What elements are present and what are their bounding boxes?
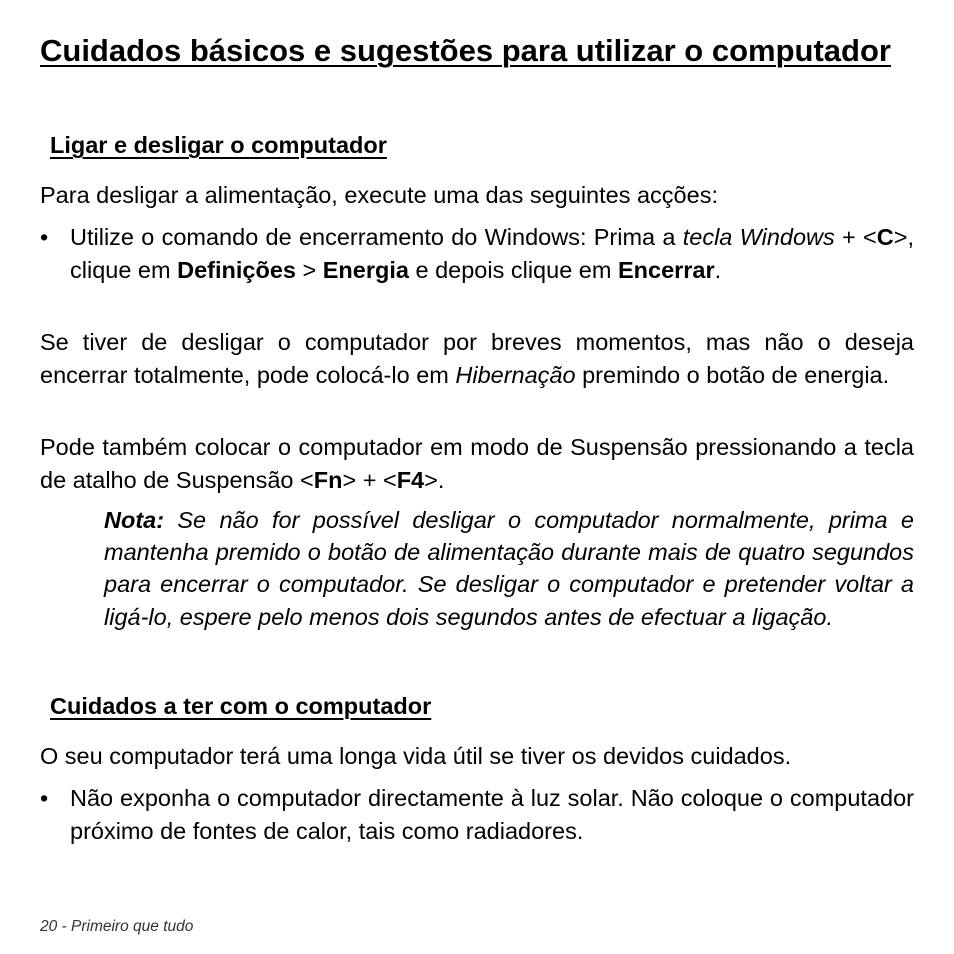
bullet-glyph: • [40,224,49,250]
menu-power: Energia [322,256,409,283]
page-footer: 20 - Primeiro que tudo [40,918,194,935]
note-label: Nota: [104,507,165,533]
sleep-paragraph: Pode também colocar o computador em modo de Suspensão pressionando a tecla de atalho de Suspensão <Fn> + <F4>. [40,434,914,493]
key-c: C [876,224,894,250]
list-item-shutdown [40,221,914,286]
hibernate-term: Hibernação [455,361,576,388]
care-intro: O seu computador terá uma longa vida útil se tiver os devidos cuidados. [40,743,792,769]
key-fn: Fn [313,466,343,493]
bullet-text: Utilize o comando de encerramento do Windows: Prima a tecla Windows + <C>, clique em Definições > Energia e depois clique em Encerrar. [70,224,915,283]
power-intro: Para desligar a alimentação, execute uma das seguintes acções: [40,182,718,208]
bullet-glyph: • [40,785,49,811]
key-f4: F4 [396,466,425,493]
section-heading-care: Cuidados a ter com o computador [50,693,432,719]
menu-settings: Definições [177,256,296,283]
page-title: Cuidados básicos e sugestões para utilizar o computador [40,33,891,68]
hibernate-paragraph: Se tiver de desligar o computador por breves momentos, mas não o deseja encerrar totalmente, pode colocá-lo em Hibernação premindo o botão de energia. [40,329,914,388]
section-heading-power: Ligar e desligar o computador [50,132,387,158]
menu-shutdown: Encerrar [617,256,715,283]
bullet-text: Não exponha o computador directamente à luz solar. Não coloque o computador próximo de fontes de calor, tais como radiadores. [70,785,914,844]
note-block: Nota: Se não for possível desligar o computador normalmente, prima e mantenha premido o botão de alimentação durante mais de quatro segundos para encerrar o computador. Se desligar o computador e pretender voltar a ligá-lo, espere pelo menos dois segundos antes de efectuar a ligação. [104,507,914,630]
key-windows: tecla Windows [682,224,835,250]
list-item-sunlight [40,782,914,847]
